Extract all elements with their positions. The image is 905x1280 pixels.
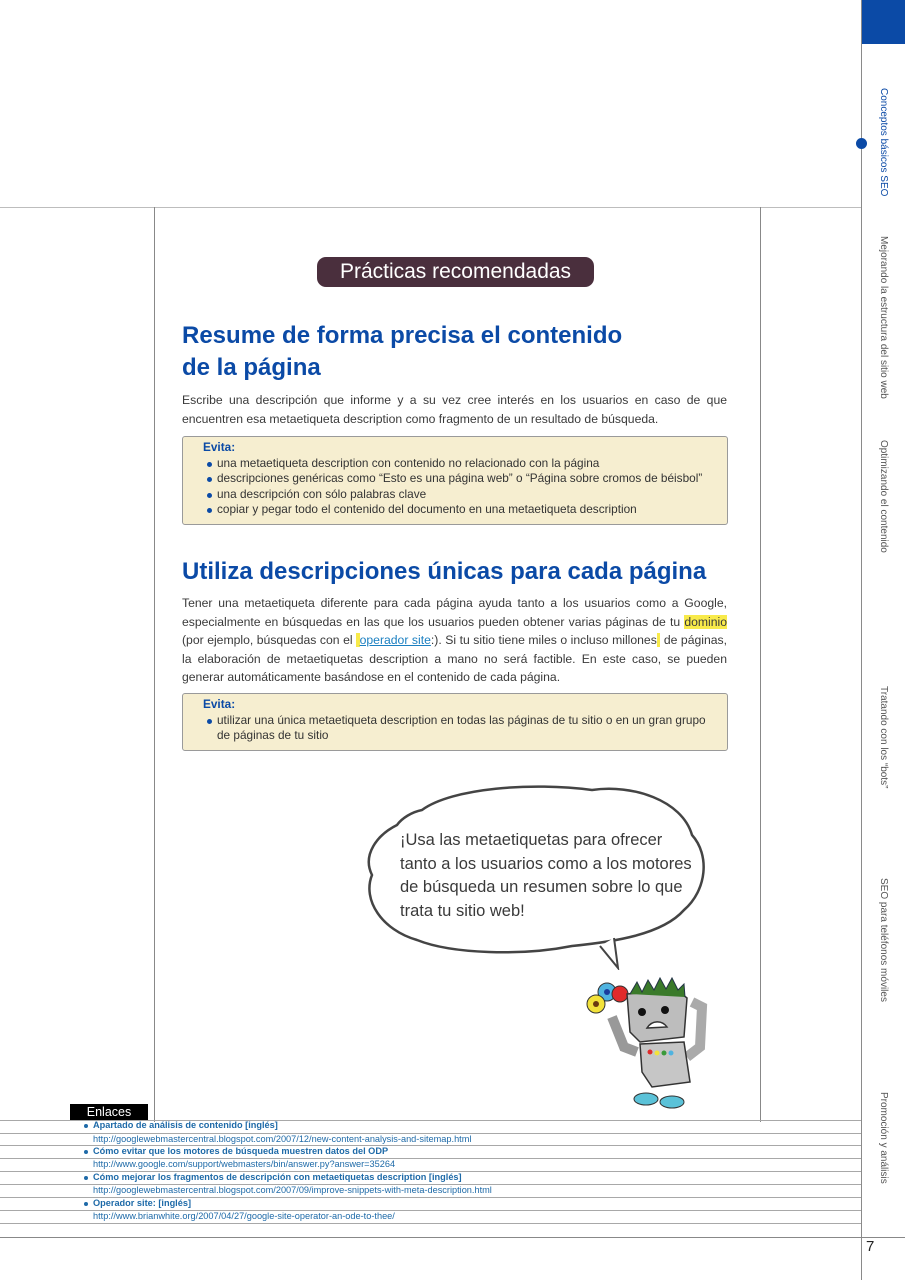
section2-avoid-box [182,693,728,751]
body-text: :). Si tu sitio tiene miles o incluso millones [430,633,657,647]
sidebar-item-moviles[interactable]: SEO para teléfonos móviles [878,878,889,1002]
section1-heading [182,320,622,384]
link-title[interactable]: Operador site: [inglés] [84,1198,191,1208]
section1-avoid-box [182,436,728,525]
section1-heading-line1: Resume de forma precisa el contenido [182,322,623,349]
links-row-divider [0,1223,861,1224]
links-label: Enlaces [70,1104,148,1120]
sidebar-item-estructura[interactable]: Mejorando la estructura del sitio web [878,236,889,399]
link-title[interactable]: Cómo mejorar los fragmentos de descripción con metaetiquetas description [inglés] [84,1172,462,1182]
page-number: 7 [866,1238,875,1255]
speech-bubble-text: ¡Usa las metaetiquetas para ofrecer tanto a los usuarios como a los motores de búsqueda un resumen sobre lo que trata tu sitio web! [400,831,692,920]
sidebar-item-bots[interactable]: Tratando con los “bots” [878,686,889,789]
robot-mascot-icon [582,972,717,1112]
active-section-marker [856,138,867,149]
highlighted-term: dominio [684,614,727,629]
left-margin-rule [154,207,155,1122]
body-text: de páginas, la elaboración de metaetiquetas description a mano no será factible. En este caso, se pueden generar automáticamente basándose en el contenido de cada página. [182,633,727,684]
body-text: Tener una metaetiqueta diferente para cada página ayuda tanto a los usuarios como a Google, especialmente en búsquedas en las que los usuarios pueden obtener varias páginas de tu [182,596,727,629]
avoid-item: una descripción con sólo palabras clave [217,487,717,503]
top-divider [0,207,861,208]
avoid-item: copiar y pegar todo el contenido del documento en una metaetiqueta description [217,502,717,518]
avoid-item: descripciones genéricas como “Esto es una página web” o “Página sobre cromos de béisbol” [217,471,717,487]
section1-body: Escribe una descripción que informe y a su vez cree interés en los usuarios en caso de que encuentren esa metaetiqueta description como fragmento de un resultado de búsqueda. [182,393,727,426]
operador-site-link[interactable]: operador site [359,633,431,647]
sidebar-rule [861,0,862,1280]
avoid-title: Evita: [203,697,236,711]
link-url[interactable]: http://www.google.com/support/webmasters/bin/answer.py?answer=35264 [93,1159,396,1169]
link-title[interactable]: Apartado de análisis de contenido [inglés] [84,1120,278,1130]
footer-rule [0,1237,905,1238]
avoid-item: una metaetiqueta description con contenido no relacionado con la página [217,456,717,472]
link-title[interactable]: Cómo evitar que los motores de búsqueda muestren datos del ODP [84,1146,388,1156]
section1-heading-line2: de la página [182,354,321,381]
link-url[interactable]: http://googlewebmastercentral.blogspot.com/2007/12/new-content-analysis-and-sitemap.html [93,1134,472,1144]
right-margin-rule [760,207,761,1122]
body-text: (por ejemplo, búsquedas con el [182,633,357,647]
sidebar-top-block [862,0,905,44]
sidebar-item-promocion[interactable]: Promoción y análisis [878,1092,889,1184]
section2-body [182,594,727,687]
avoid-item: utilizar una única metaetiqueta description en todas las páginas de tu sitio o en un gran grupo de páginas de tu sitio [217,713,717,744]
best-practices-badge: Prácticas recomendadas [317,257,594,287]
avoid-title: Evita: [203,440,236,454]
sidebar-item-conceptos-basicos[interactable]: Conceptos básicos SEO [878,88,889,197]
link-url[interactable]: http://www.brianwhite.org/2007/04/27/google-site-operator-an-ode-to-thee/ [93,1211,395,1221]
link-url[interactable]: http://googlewebmastercentral.blogspot.com/2007/09/improve-snippets-with-meta-description.html [93,1185,492,1195]
sidebar-item-contenido[interactable]: Optimizando el contenido [878,440,889,553]
section2-heading: Utiliza descripciones únicas para cada página [182,558,707,585]
